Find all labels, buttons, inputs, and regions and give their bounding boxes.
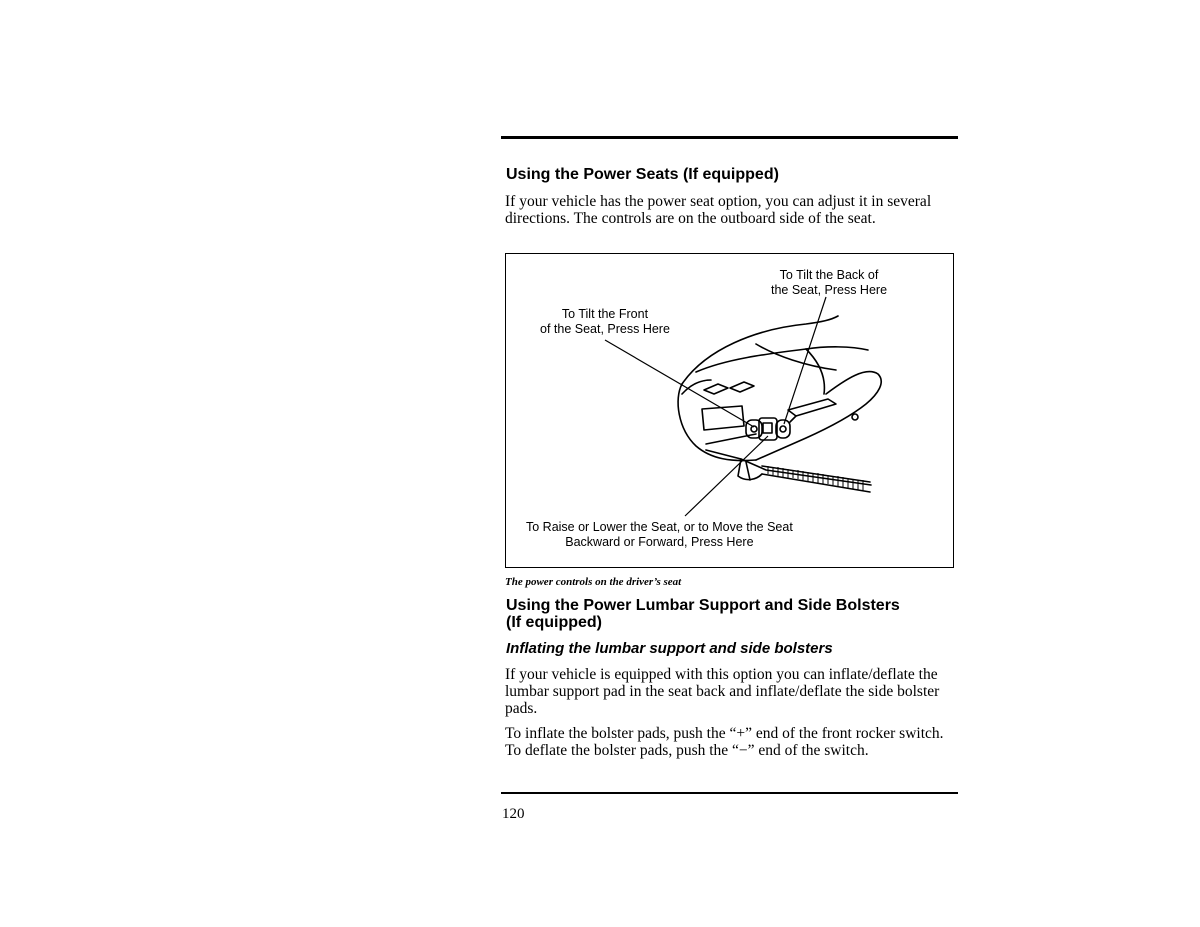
top-rule — [501, 136, 958, 139]
heading-lumbar-line1: Using the Power Lumbar Support and Side Bolsters — [506, 597, 900, 614]
label-tilt-front — [540, 307, 670, 337]
label-raise-line2: Backward or Forward, Press Here — [565, 535, 754, 549]
heading-power-seats: Using the Power Seats (If equipped) — [506, 166, 779, 183]
seat-controls-figure — [505, 253, 954, 568]
subheading-inflating: Inflating the lumbar support and side bolsters — [506, 640, 833, 657]
paragraph-power-seats: If your vehicle has the power seat option, you can adjust it in several directions. The controls are on the outboard side of the seat. — [505, 193, 932, 227]
paragraph-bolster: To inflate the bolster pads, push the “+” end of the front rocker switch. To deflate the bolster pads, push the “−” end of the switch. — [505, 725, 944, 759]
page-number: 120 — [502, 806, 525, 822]
figure-caption: The power controls on the driver’s seat — [505, 576, 682, 588]
label-tilt-front-line1: To Tilt the Front — [561, 307, 649, 321]
label-raise-line1: To Raise or Lower the Seat, or to Move the Seat — [526, 520, 793, 534]
label-tilt-back-line1: To Tilt the Back of — [779, 268, 879, 282]
paragraph-lumbar: If your vehicle is equipped with this option you can inflate/deflate the lumbar support pad in the seat back and inflate/deflate the side bolster pads. — [505, 666, 940, 717]
label-raise-lower — [526, 520, 793, 550]
label-tilt-back-line2: the Seat, Press Here — [771, 283, 888, 297]
bottom-rule — [501, 792, 958, 794]
heading-lumbar-line2: (If equipped) — [506, 614, 602, 631]
label-tilt-back — [771, 268, 887, 298]
label-tilt-front-line2: of the Seat, Press Here — [540, 322, 670, 336]
